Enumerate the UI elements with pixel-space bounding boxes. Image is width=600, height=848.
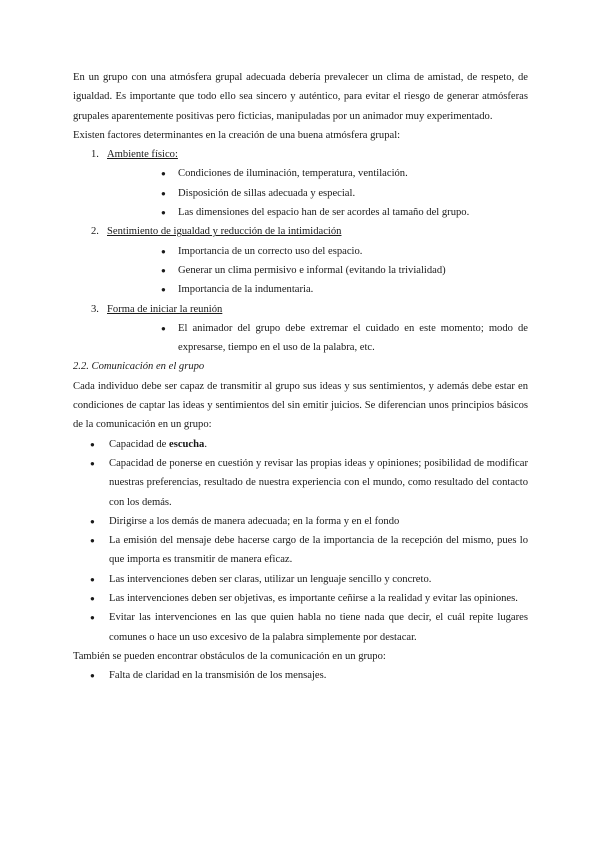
list-item: ● Importancia de la indumentaria. bbox=[107, 280, 528, 299]
section-heading: 2.2. Comunicación en el grupo bbox=[73, 361, 205, 373]
factor-sublist bbox=[107, 319, 528, 358]
list-item: ● Las intervenciones deben ser claras, utilizar un lenguaje sencillo y concreto. bbox=[73, 570, 528, 589]
list-item: ● Las dimensiones del espacio han de ser acordes al tamaño del grupo. bbox=[107, 203, 528, 222]
factor-title: Forma de iniciar la reunión bbox=[107, 303, 223, 315]
principle-emphasis: escucha bbox=[169, 438, 205, 450]
list-item: ● Condiciones de iluminación, temperatura, ventilación. bbox=[107, 164, 528, 183]
list-item: ● Disposición de sillas adecuada y especial. bbox=[107, 184, 528, 203]
obstacles-intro: También se pueden encontrar obstáculos de la comunicación en un grupo: bbox=[73, 650, 386, 662]
factor-number: 2. bbox=[91, 226, 99, 238]
principle-prefix: Capacidad de bbox=[109, 438, 170, 450]
obstacles-list bbox=[73, 666, 528, 685]
principle-suffix: . bbox=[204, 438, 207, 450]
list-item: ● Dirigirse a los demás de manera adecuada; en la forma y en el fondo bbox=[73, 512, 528, 531]
factor-number: 1. bbox=[91, 149, 99, 161]
factor-sublist bbox=[107, 164, 528, 222]
factor-item bbox=[73, 222, 528, 299]
list-item: ● Las intervenciones deben ser objetivas, es importante ceñirse a la realidad y evitar las opiniones. bbox=[73, 589, 528, 608]
list-item: ● Capacidad de ponerse en cuestión y revisar las propias ideas y opiniones; posibilidad de modificar nuestras preferencias, resultado de nuestra experiencia con el mundo, como resultado del contacto con los demás. bbox=[73, 454, 528, 512]
list-item: ● Importancia de un correcto uso del espacio. bbox=[107, 242, 528, 261]
list-item: ● Evitar las intervenciones en las que quien habla no tiene nada que decir, el cuál repite lugares comunes o hace un uso excesivo de la palabra simplemente por destacar. bbox=[73, 608, 528, 647]
intro-paragraph: En un grupo con una atmósfera grupal adecuada debería prevalecer un clima de amistad, de respeto, de igualdad. Es importante que todo ello sea sincero y auténtico, para evitar el riesgo de generar atmósferas grupales aparentemente positivas pero ficticias, manipuladas por un animador muy experimentado. bbox=[73, 72, 528, 122]
factor-sublist bbox=[107, 242, 528, 300]
list-item: ● La emisión del mensaje debe hacerse cargo de la importancia de la recepción del mismo, pues lo que importa es transmitir de manera eficaz. bbox=[73, 531, 528, 570]
factor-item bbox=[73, 145, 528, 222]
factors-list bbox=[73, 145, 528, 357]
list-item bbox=[73, 435, 528, 454]
factors-intro: Existen factores determinantes en la creación de una buena atmósfera grupal: bbox=[73, 129, 401, 141]
communication-intro: Cada individuo debe ser capaz de transmitir al grupo sus ideas y sus sentimientos, y además debe estar en condiciones de captar las ideas y sentimientos del sin emitir juicios. Se diferencian unos principios básicos de la comunicación en un grupo: bbox=[73, 380, 528, 431]
list-item: ● Falta de claridad en la transmisión de los mensajes. bbox=[73, 666, 528, 685]
list-item: ● El animador del grupo debe extremar el cuidado en este momento; modo de expresarse, tiempo en el uso de la palabra, etc. bbox=[107, 319, 528, 358]
factor-title: Ambiente físico: bbox=[107, 149, 178, 161]
factor-title: Sentimiento de igualdad y reducción de la intimidación bbox=[107, 226, 342, 238]
factor-item bbox=[73, 300, 528, 358]
list-item: ● Generar un clima permisivo e informal (evitando la trivialidad) bbox=[107, 261, 528, 280]
factor-number: 3. bbox=[91, 303, 99, 315]
principles-list bbox=[73, 435, 528, 647]
document-page bbox=[73, 68, 528, 686]
